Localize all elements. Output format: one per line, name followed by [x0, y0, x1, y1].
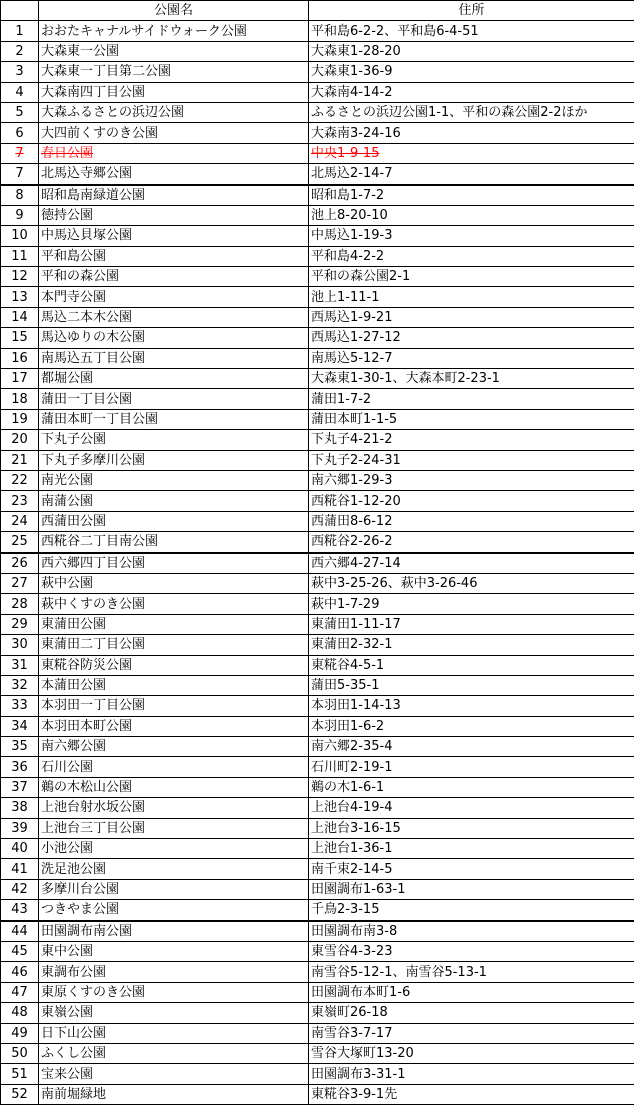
table-row [1, 62, 634, 82]
address-cell[interactable]: 蒲田1-7-2 [309, 389, 634, 409]
table-row [1, 348, 634, 368]
row-number-cell[interactable]: 31 [1, 655, 39, 675]
table-row [1, 941, 634, 961]
row-number-cell[interactable]: 3 [1, 62, 39, 82]
row-number-cell[interactable]: 2 [1, 41, 39, 61]
table-row [1, 102, 634, 122]
address-cell[interactable]: 西馬込1-27-12 [309, 328, 634, 348]
table-row [1, 82, 634, 102]
table-row [1, 594, 634, 614]
park-name-cell[interactable]: 鵜の木松山公園 [39, 777, 309, 797]
table-row [1, 226, 634, 246]
row-number-cell[interactable]: 33 [1, 696, 39, 716]
table-row [1, 900, 634, 921]
park-name-cell[interactable]: 馬込ゆりの木公園 [39, 328, 309, 348]
table-row [1, 328, 634, 348]
header-row [1, 1, 634, 21]
row-number-cell[interactable]: 34 [1, 716, 39, 736]
park-name-cell[interactable]: おおたキャナルサイドウォーク公園 [39, 21, 309, 41]
row-number-cell[interactable]: 44 [1, 921, 39, 942]
park-name-cell[interactable]: 蒲田一丁目公園 [39, 389, 309, 409]
park-name-cell[interactable]: 石川公園 [39, 757, 309, 777]
address-cell[interactable]: 鵜の木1-6-1 [309, 777, 634, 797]
address-cell[interactable]: 東嶺町26-18 [309, 1003, 634, 1023]
address-cell[interactable]: 本羽田1-6-2 [309, 716, 634, 736]
table-row [1, 1064, 634, 1084]
row-number-cell[interactable]: 4 [1, 82, 39, 102]
park-name-cell[interactable]: 大四前くすのき公園 [39, 123, 309, 143]
address-cell[interactable]: 東雪谷4-3-23 [309, 941, 634, 961]
park-name-cell[interactable]: 小池公園 [39, 839, 309, 859]
table-row [1, 553, 634, 574]
address-cell[interactable]: 大森南3-24-16 [309, 123, 634, 143]
row-number-cell[interactable]: 16 [1, 348, 39, 368]
row-number-cell[interactable]: 21 [1, 450, 39, 470]
address-cell[interactable]: 田園調布本町1-6 [309, 982, 634, 1002]
address-cell[interactable]: 昭和島1-7-2 [309, 185, 634, 206]
address-cell[interactable]: 東糀谷4-5-1 [309, 655, 634, 675]
table-row [1, 185, 634, 206]
park-name-cell[interactable]: つきやま公園 [39, 900, 309, 921]
park-name-cell[interactable]: 上池台射水坂公園 [39, 798, 309, 818]
address-cell[interactable]: 本羽田1-14-13 [309, 696, 634, 716]
address-cell[interactable]: 西馬込1-9-21 [309, 307, 634, 327]
table-row [1, 41, 634, 61]
row-number-cell[interactable]: 10 [1, 226, 39, 246]
row-number-cell[interactable]: 37 [1, 777, 39, 797]
park-name-cell[interactable]: ふくし公園 [39, 1043, 309, 1063]
address-cell[interactable]: 中馬込1-19-3 [309, 226, 634, 246]
table-row [1, 573, 634, 593]
row-number-cell[interactable]: 6 [1, 123, 39, 143]
park-name-cell[interactable]: 南前堀緑地 [39, 1084, 309, 1104]
park-name-cell[interactable]: 西蒲田公園 [39, 511, 309, 531]
park-name-cell[interactable]: 南蒲公園 [39, 491, 309, 511]
address-cell[interactable]: 蒲田本町1-1-5 [309, 409, 634, 429]
address-cell[interactable]: 東糀谷3-9-1先 [309, 1084, 634, 1104]
table-row [1, 164, 634, 185]
park-name-cell[interactable]: 本羽田本町公園 [39, 716, 309, 736]
address-cell[interactable]: 西糀谷1-12-20 [309, 491, 634, 511]
row-number-cell[interactable]: 17 [1, 369, 39, 389]
row-number-cell[interactable]: 18 [1, 389, 39, 409]
row-number-cell[interactable]: 38 [1, 798, 39, 818]
table-row [1, 859, 634, 879]
table-row [1, 655, 634, 675]
row-number-cell[interactable]: 25 [1, 532, 39, 553]
address-cell[interactable]: 大森南4-14-2 [309, 82, 634, 102]
row-number-cell[interactable]: 47 [1, 982, 39, 1002]
address-cell[interactable]: 西六郷4-27-14 [309, 553, 634, 574]
row-number-cell[interactable]: 52 [1, 1084, 39, 1104]
table-row [1, 430, 634, 450]
table-row [1, 123, 634, 143]
address-cell[interactable]: 田園調布3-31-1 [309, 1064, 634, 1084]
address-cell[interactable]: 萩中1-7-29 [309, 594, 634, 614]
park-name-cell[interactable]: 萩中くすのき公園 [39, 594, 309, 614]
park-name-cell[interactable]: 徳持公園 [39, 205, 309, 225]
address-cell[interactable]: 平和島4-2-2 [309, 246, 634, 266]
park-name-cell[interactable]: 田園調布南公園 [39, 921, 309, 942]
park-name-cell[interactable]: 本門寺公園 [39, 287, 309, 307]
park-name-cell[interactable]: 平和の森公園 [39, 267, 309, 287]
park-name-cell[interactable]: 下丸子公園 [39, 430, 309, 450]
row-number-cell[interactable]: 45 [1, 941, 39, 961]
address-cell[interactable]: 大森東1-36-9 [309, 62, 634, 82]
table-row [1, 143, 634, 163]
park-name-cell[interactable]: 昭和島南緑道公園 [39, 185, 309, 206]
row-number-cell[interactable]: 49 [1, 1023, 39, 1043]
table-row [1, 287, 634, 307]
park-name-cell[interactable]: 南光公園 [39, 470, 309, 490]
table-row [1, 777, 634, 797]
row-number-cell[interactable]: 35 [1, 737, 39, 757]
header-address-cell[interactable]: 住所 [309, 1, 634, 21]
park-name-cell[interactable]: 洗足池公園 [39, 859, 309, 879]
table-row [1, 21, 634, 41]
row-number-cell[interactable]: 24 [1, 511, 39, 531]
park-name-cell[interactable]: 馬込二本木公園 [39, 307, 309, 327]
address-cell[interactable]: 東蒲田2-32-1 [309, 635, 634, 655]
park-name-cell[interactable]: 本羽田一丁目公園 [39, 696, 309, 716]
row-number-cell[interactable]: 36 [1, 757, 39, 777]
table-row [1, 389, 634, 409]
park-name-cell[interactable]: 大森東一丁目第二公園 [39, 62, 309, 82]
row-number-cell[interactable]: 43 [1, 900, 39, 921]
address-cell[interactable]: 平和の森公園2-1 [309, 267, 634, 287]
table-row [1, 1084, 634, 1104]
table-row [1, 614, 634, 634]
table-row [1, 716, 634, 736]
table-row [1, 879, 634, 899]
row-number-cell[interactable]: 30 [1, 635, 39, 655]
table-row [1, 635, 634, 655]
address-cell[interactable]: 平和島6-2-2、平和島6-4-51 [309, 21, 634, 41]
table-row [1, 307, 634, 327]
park-name-cell[interactable]: 平和島公園 [39, 246, 309, 266]
address-cell[interactable]: 南千束2-14-5 [309, 859, 634, 879]
row-number-cell[interactable]: 29 [1, 614, 39, 634]
address-cell[interactable]: 池上1-11-1 [309, 287, 634, 307]
park-name-cell[interactable]: 東嶺公園 [39, 1003, 309, 1023]
park-name-cell[interactable]: 東蒲田二丁目公園 [39, 635, 309, 655]
park-name-cell[interactable]: 西六郷四丁目公園 [39, 553, 309, 574]
table-row [1, 757, 634, 777]
address-cell[interactable]: 萩中3-25-26、萩中3-26-46 [309, 573, 634, 593]
row-number-cell[interactable]: 7 [1, 143, 39, 163]
park-name-cell[interactable]: 本蒲田公園 [39, 675, 309, 695]
address-cell[interactable]: 下丸子4-21-2 [309, 430, 634, 450]
address-cell[interactable]: 東蒲田1-11-17 [309, 614, 634, 634]
table-row [1, 737, 634, 757]
row-number-cell[interactable]: 13 [1, 287, 39, 307]
address-cell[interactable]: 池上8-20-10 [309, 205, 634, 225]
row-number-cell[interactable]: 11 [1, 246, 39, 266]
park-name-cell[interactable]: 中馬込貝塚公園 [39, 226, 309, 246]
park-name-cell[interactable]: 上池台三丁目公園 [39, 818, 309, 838]
park-name-cell[interactable]: 東中公園 [39, 941, 309, 961]
header-number-cell[interactable] [1, 1, 39, 21]
table-row [1, 982, 634, 1002]
table-row [1, 675, 634, 695]
row-number-cell[interactable]: 8 [1, 185, 39, 206]
address-cell[interactable]: 田園調布南3-8 [309, 921, 634, 942]
row-number-cell[interactable]: 19 [1, 409, 39, 429]
address-cell[interactable]: 北馬込2-14-7 [309, 164, 634, 185]
table-row [1, 532, 634, 553]
table-row [1, 470, 634, 490]
address-cell[interactable]: 南六郷2-35-4 [309, 737, 634, 757]
park-name-cell[interactable]: 東蒲田公園 [39, 614, 309, 634]
park-name-cell[interactable]: 東調布公園 [39, 962, 309, 982]
table-row [1, 491, 634, 511]
address-cell[interactable]: 蒲田5-35-1 [309, 675, 634, 695]
row-number-cell[interactable]: 23 [1, 491, 39, 511]
address-cell[interactable]: 上池台1-36-1 [309, 839, 634, 859]
table-row [1, 1023, 634, 1043]
address-cell[interactable]: 中央1-9-15 [309, 143, 634, 163]
park-name-cell[interactable]: 下丸子多摩川公園 [39, 450, 309, 470]
row-number-cell[interactable]: 28 [1, 594, 39, 614]
address-cell[interactable]: 南雪谷5-12-1、南雪谷5-13-1 [309, 962, 634, 982]
park-name-cell[interactable]: 多摩川台公園 [39, 879, 309, 899]
row-number-cell[interactable]: 15 [1, 328, 39, 348]
table-row [1, 511, 634, 531]
park-name-cell[interactable]: 東糀谷防災公園 [39, 655, 309, 675]
park-name-cell[interactable]: 宝来公園 [39, 1064, 309, 1084]
table-row [1, 267, 634, 287]
address-cell[interactable]: 南雪谷3-7-17 [309, 1023, 634, 1043]
park-name-cell[interactable]: 大森ふるさとの浜辺公園 [39, 102, 309, 122]
address-cell[interactable]: 西蒲田8-6-12 [309, 511, 634, 531]
table-row [1, 205, 634, 225]
park-name-cell[interactable]: 西糀谷二丁目南公園 [39, 532, 309, 553]
park-name-cell[interactable]: 大森南四丁目公園 [39, 82, 309, 102]
row-number-cell[interactable]: 1 [1, 21, 39, 41]
park-name-cell[interactable]: 日下山公園 [39, 1023, 309, 1043]
table-row [1, 818, 634, 838]
address-cell[interactable]: 千鳥2-3-15 [309, 900, 634, 921]
table-row [1, 450, 634, 470]
park-name-cell[interactable]: 南六郷公園 [39, 737, 309, 757]
address-cell[interactable]: 上池台3-16-15 [309, 818, 634, 838]
row-number-cell[interactable]: 42 [1, 879, 39, 899]
row-number-cell[interactable]: 40 [1, 839, 39, 859]
address-cell[interactable]: 南六郷1-29-3 [309, 470, 634, 490]
table-row [1, 1003, 634, 1023]
row-number-cell[interactable]: 39 [1, 818, 39, 838]
park-name-cell[interactable]: 東原くすのき公園 [39, 982, 309, 1002]
table-row [1, 369, 634, 389]
address-cell[interactable]: 大森東1-28-20 [309, 41, 634, 61]
table-row [1, 839, 634, 859]
header-park-name-cell[interactable]: 公園名 [39, 1, 309, 21]
park-name-cell[interactable]: 北馬込寺郷公園 [39, 164, 309, 185]
row-number-cell[interactable]: 5 [1, 102, 39, 122]
park-name-cell[interactable]: 蒲田本町一丁目公園 [39, 409, 309, 429]
row-number-cell[interactable]: 27 [1, 573, 39, 593]
row-number-cell[interactable]: 12 [1, 267, 39, 287]
address-cell[interactable]: 西糀谷2-26-2 [309, 532, 634, 553]
table-row [1, 798, 634, 818]
row-number-cell[interactable]: 9 [1, 205, 39, 225]
address-cell[interactable]: 大森東1-30-1、大森本町2-23-1 [309, 369, 634, 389]
address-cell[interactable]: 雪谷大塚町13-20 [309, 1043, 634, 1063]
address-cell[interactable]: ふるさとの浜辺公園1-1、平和の森公園2-2ほか [309, 102, 634, 122]
park-name-cell[interactable]: 大森東一公園 [39, 41, 309, 61]
row-number-cell[interactable]: 48 [1, 1003, 39, 1023]
row-number-cell[interactable]: 14 [1, 307, 39, 327]
row-number-cell[interactable]: 41 [1, 859, 39, 879]
address-cell[interactable]: 下丸子2-24-31 [309, 450, 634, 470]
table-body [1, 21, 634, 1105]
park-name-cell[interactable]: 南馬込五丁目公園 [39, 348, 309, 368]
table-row [1, 962, 634, 982]
row-number-cell[interactable]: 51 [1, 1064, 39, 1084]
row-number-cell[interactable]: 20 [1, 430, 39, 450]
table-row [1, 409, 634, 429]
address-cell[interactable]: 田園調布1-63-1 [309, 879, 634, 899]
row-number-cell[interactable]: 22 [1, 470, 39, 490]
park-name-cell[interactable]: 萩中公園 [39, 573, 309, 593]
table-row [1, 1043, 634, 1063]
park-name-cell[interactable]: 都堀公園 [39, 369, 309, 389]
table-row [1, 246, 634, 266]
address-cell[interactable]: 石川町2-19-1 [309, 757, 634, 777]
table-row [1, 921, 634, 942]
row-number-cell[interactable]: 50 [1, 1043, 39, 1063]
table-row [1, 696, 634, 716]
row-number-cell[interactable]: 7 [1, 164, 39, 185]
row-number-cell[interactable]: 46 [1, 962, 39, 982]
park-name-cell[interactable]: 春日公園 [39, 143, 309, 163]
address-cell[interactable]: 上池台4-19-4 [309, 798, 634, 818]
row-number-cell[interactable]: 26 [1, 553, 39, 574]
row-number-cell[interactable]: 32 [1, 675, 39, 695]
address-cell[interactable]: 南馬込5-12-7 [309, 348, 634, 368]
